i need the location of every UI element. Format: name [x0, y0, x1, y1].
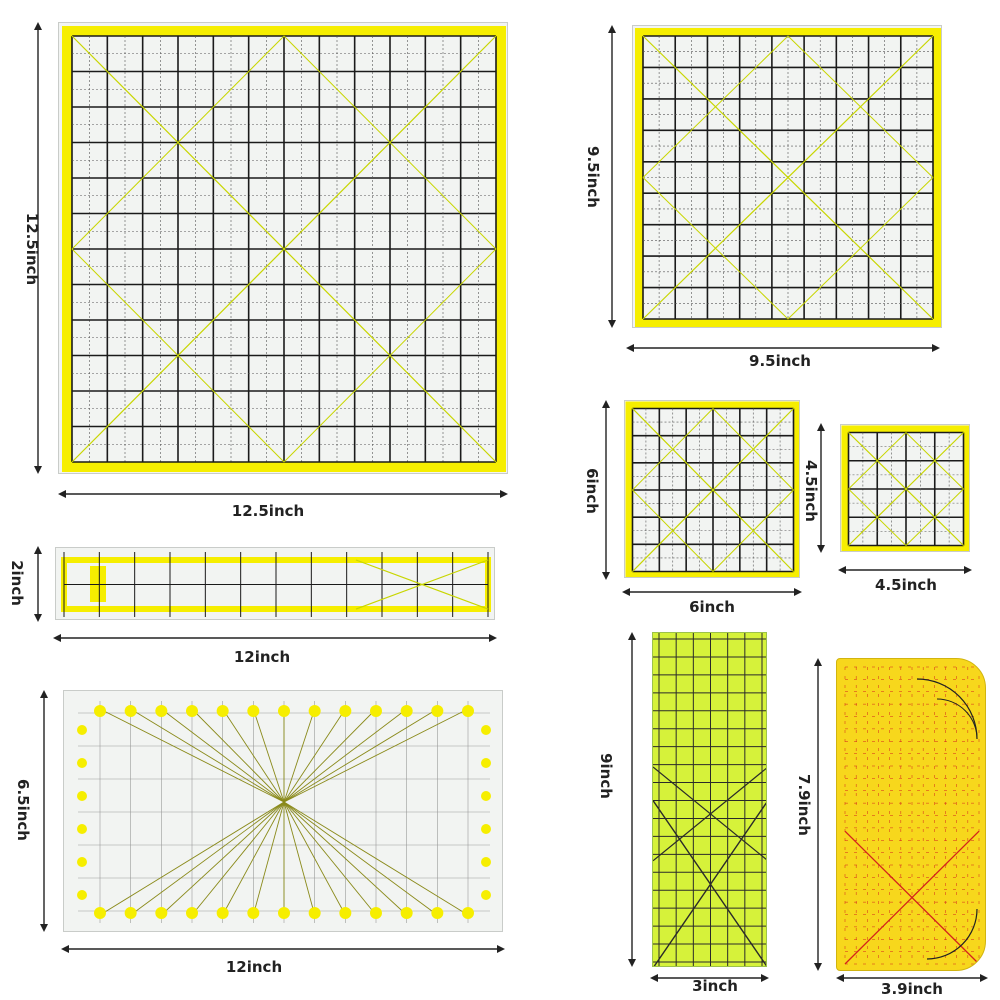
ruler-12x6-5-grid: [64, 691, 503, 932]
width-label-12-fan: 12inch: [225, 958, 283, 976]
ruler-4-5-grid: [841, 425, 970, 552]
yellow-dot: [309, 907, 321, 919]
yellow-dot: [77, 725, 87, 735]
yellow-dot: [77, 791, 87, 801]
yellow-dot: [431, 705, 443, 717]
ruler-3-9x7-9-yellow: [836, 658, 986, 971]
height-label-6-5: 6.5inch: [14, 779, 32, 841]
height-label-12-5: 12.5inch: [23, 212, 41, 286]
width-label-12-5: 12.5inch: [231, 502, 305, 520]
ruler-9-5-grid: [633, 26, 942, 328]
height-arrow-6-5: [36, 690, 52, 932]
yellow-dot: [155, 705, 167, 717]
yellow-dot: [247, 705, 259, 717]
ruler-3x9-green: [652, 632, 767, 967]
width-label-3: 3inch: [692, 977, 738, 995]
width-arrow-12-5: [58, 486, 508, 502]
yellow-dot: [94, 907, 106, 919]
ruler-3-9x7-9-grid: [837, 659, 986, 971]
ruler-6-square: [624, 400, 800, 578]
width-label-4-5: 4.5inch: [875, 576, 937, 594]
fan-line: [284, 709, 376, 802]
ruler-3x9-grid: [653, 633, 767, 967]
ruler-12x6-5-fan: [63, 690, 503, 932]
width-label-6: 6inch: [689, 598, 735, 616]
yellow-dot: [217, 705, 229, 717]
yellow-dot: [247, 907, 259, 919]
width-arrow-12-fan: [61, 941, 505, 957]
ruler-4-5-square: [840, 424, 970, 552]
ruler-12-5-grid: [59, 23, 508, 474]
yellow-dot: [431, 907, 443, 919]
yellow-dot: [125, 907, 137, 919]
curve-guide: [937, 699, 977, 739]
width-label-3-9: 3.9inch: [881, 980, 943, 998]
yellow-dot: [186, 705, 198, 717]
yellow-dot: [77, 890, 87, 900]
yellow-dot: [462, 705, 474, 717]
yellow-dot: [462, 907, 474, 919]
yellow-dot: [481, 824, 491, 834]
yellow-dot: [481, 725, 491, 735]
yellow-dot: [481, 890, 491, 900]
yellow-dot: [77, 758, 87, 768]
ruler-6-grid: [625, 401, 800, 578]
yellow-dot: [370, 907, 382, 919]
fan-line: [284, 709, 315, 802]
height-label-4-5: 4.5inch: [802, 460, 820, 522]
fan-line: [192, 709, 284, 802]
yellow-dot: [401, 907, 413, 919]
fan-line: [284, 709, 437, 802]
yellow-dot: [186, 907, 198, 919]
ruler-12x2-grid: [56, 548, 495, 620]
height-label-9: 9inch: [597, 753, 615, 799]
yellow-dot: [278, 705, 290, 717]
yellow-dot: [155, 907, 167, 919]
fan-line: [131, 802, 284, 915]
height-label-9-5: 9.5inch: [584, 146, 602, 208]
yellow-dot: [481, 857, 491, 867]
width-label-9-5: 9.5inch: [749, 352, 811, 370]
yellow-dot: [94, 705, 106, 717]
yellow-dot: [481, 758, 491, 768]
yellow-dot: [481, 791, 491, 801]
fan-line: [284, 802, 315, 915]
height-arrow-9: [624, 632, 640, 967]
height-label-2: 2inch: [8, 560, 26, 606]
yellow-dot: [77, 857, 87, 867]
ruler-9-5-square: [632, 25, 942, 328]
yellow-dot: [125, 705, 137, 717]
height-arrow-9-5: [604, 25, 620, 328]
yellow-dot: [339, 907, 351, 919]
yellow-dot: [217, 907, 229, 919]
ruler-12-5-square: [58, 22, 508, 474]
fan-line: [131, 709, 284, 802]
height-arrow-2: [30, 546, 46, 622]
yellow-dot: [401, 705, 413, 717]
fan-line: [192, 802, 284, 915]
fan-line: [284, 802, 437, 915]
yellow-dot: [339, 705, 351, 717]
fan-line: [284, 802, 376, 915]
curve-guide: [927, 909, 977, 959]
width-label-12-strip: 12inch: [233, 648, 291, 666]
yellow-dot: [370, 705, 382, 717]
height-label-6: 6inch: [583, 468, 601, 514]
yellow-dot: [309, 705, 321, 717]
ruler-12x2-strip: [55, 547, 495, 620]
fan-line: [253, 802, 284, 915]
yellow-dot: [278, 907, 290, 919]
fan-line: [253, 709, 284, 802]
yellow-dot: [77, 824, 87, 834]
width-arrow-12-strip: [53, 630, 497, 646]
height-label-7-9: 7.9inch: [795, 774, 813, 836]
